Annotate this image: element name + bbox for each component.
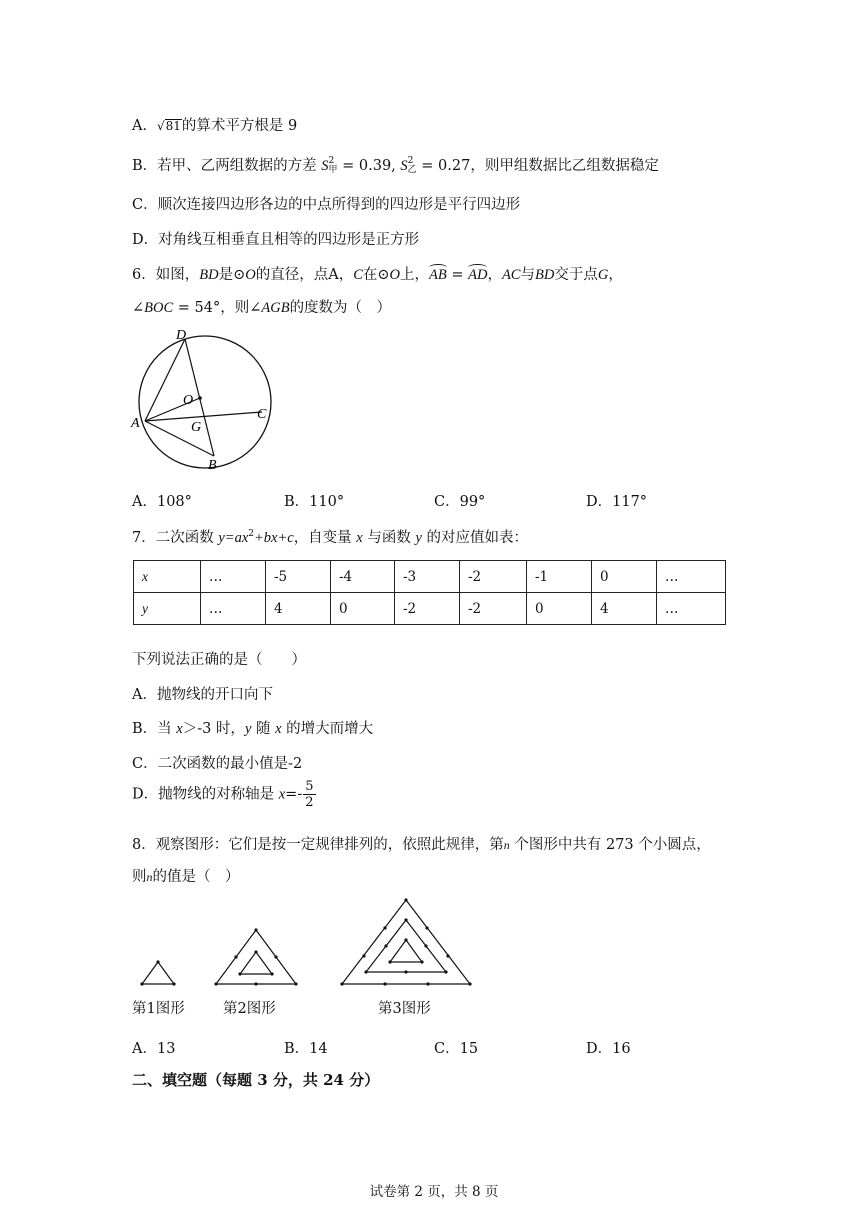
- q8-figure-label-2: 第2图形: [223, 1001, 276, 1017]
- table-cell: -2: [460, 593, 527, 625]
- q6-option-b: B．110°: [284, 494, 345, 510]
- segment-ad: [145, 339, 185, 421]
- table-cell: -2: [395, 593, 460, 625]
- q7-option-b: B．当 x＞-3 时，y 随 x 的增大而增大: [132, 721, 374, 737]
- fraction: $\frac{5}{2}$: [305, 779, 314, 810]
- segment-ab: [145, 421, 214, 456]
- label-d: D: [176, 328, 187, 343]
- table-cell: …: [201, 561, 266, 593]
- q7-prompt: 下列说法正确的是（ ）: [132, 652, 306, 668]
- q6-option-d: D．117°: [586, 494, 648, 510]
- section-2-heading: 二、填空题（每题 3 分，共 24 分）: [132, 1071, 380, 1089]
- circle-o: [139, 336, 271, 468]
- center-dot: [198, 396, 202, 400]
- table-cell: …: [201, 593, 266, 625]
- q8-stem-line1: 8．观察图形：它们是按一定规律排列的，依照此规律，第n 个图形中共有 273 个小圆点，: [132, 837, 711, 853]
- table-row-x: [134, 561, 726, 593]
- table-cell: 4: [592, 593, 657, 625]
- table-cell: -1: [527, 561, 592, 593]
- q7-option-d: D．抛物线的对称轴是 x=- $\frac{5}{2}$: [132, 779, 314, 810]
- q8-figure-1: [140, 960, 180, 990]
- q6-option-a: A．108°: [132, 494, 192, 510]
- q8-figure-3: [340, 898, 475, 988]
- q5-option-b: B．若甲、乙两组数据的方差 S 2 甲 = 0.39, S 2 乙 = 0.27，则甲组数据比乙组数据稳定: [132, 156, 659, 175]
- label-b: B: [208, 458, 217, 473]
- table-cell: x: [134, 561, 201, 593]
- label-c: C: [257, 407, 267, 422]
- q8-option-b: B．14: [284, 1041, 328, 1057]
- table-cell: …: [657, 561, 726, 593]
- q7-stem: 7．二次函数 $y=ax^2+bx+c$，自变量 x 与函数 y 的对应值如表：: [132, 529, 528, 546]
- label-o: O: [183, 393, 194, 408]
- q6-stem-line1: 6．如图，BD是⊙O的直径，点A，C在⊙O上，AB = AD，AC与BD交于点G，: [132, 267, 623, 283]
- table-cell: 0: [527, 593, 592, 625]
- q8-option-a: A．13: [132, 1041, 176, 1057]
- q5-option-a: A．√81的算术平方根是 9: [132, 118, 298, 134]
- table-cell: …: [657, 593, 726, 625]
- table-cell: -4: [331, 561, 395, 593]
- q8-option-d: D．16: [586, 1041, 631, 1057]
- label-g: G: [191, 420, 202, 435]
- q6-stem-line2: ∠BOC = 54°，则∠AGB的度数为（ ）: [132, 300, 392, 316]
- q8-figure-label-3: 第3图形: [378, 1001, 431, 1017]
- table-cell: 4: [266, 593, 331, 625]
- q5-option-c: C．顺次连接四边形各边的中点所得到的四边形是平行四边形: [132, 197, 521, 213]
- label-a: A: [131, 416, 140, 431]
- q7-value-table: [133, 560, 726, 625]
- q6-circle-diagram: [130, 328, 280, 478]
- q6-option-c: C．99°: [434, 494, 486, 510]
- q8-figure-2: [214, 928, 304, 988]
- q5-option-d: D．对角线互相垂直且相等的四边形是正方形: [132, 232, 420, 248]
- table-cell: -5: [266, 561, 331, 593]
- table-cell: -2: [460, 561, 527, 593]
- q8-figure-label-1: 第1图形: [132, 1001, 185, 1017]
- table-cell: -3: [395, 561, 460, 593]
- page-footer: 试卷第 2 页，共 8 页: [369, 1184, 499, 1200]
- q7-option-a: A．抛物线的开口向下: [132, 687, 273, 703]
- table-cell: y: [134, 593, 201, 625]
- q7-option-c: C．二次函数的最小值是-2: [132, 756, 303, 772]
- table-row-y: [134, 593, 726, 625]
- table-cell: 0: [331, 593, 395, 625]
- q8-stem-line2: 则n的值是（ ）: [132, 869, 240, 885]
- table-cell: 0: [592, 561, 657, 593]
- q8-option-c: C．15: [434, 1041, 479, 1057]
